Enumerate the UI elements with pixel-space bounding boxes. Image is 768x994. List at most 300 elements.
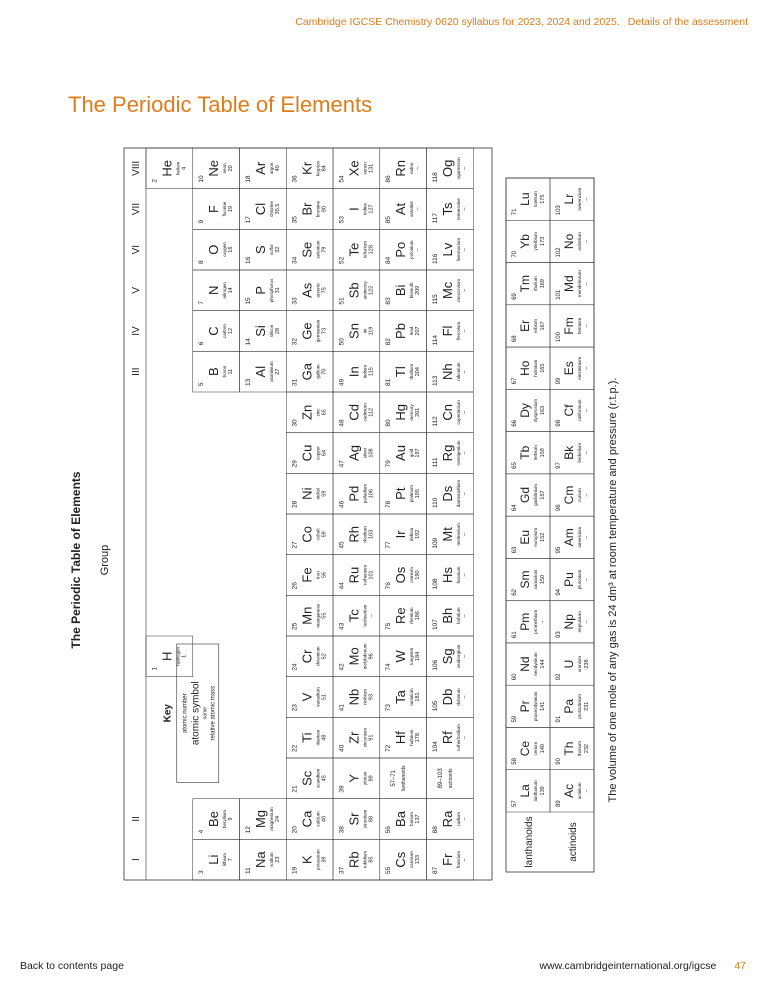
atomic-symbol: Ru [346, 566, 362, 584]
element-rf [427, 717, 474, 758]
atomic-number: 115 [431, 294, 439, 305]
atomic-mass: 93 [368, 693, 375, 701]
cell-text [151, 646, 187, 670]
atomic-symbol: Ac [562, 783, 576, 798]
atomic-number: 91 [556, 715, 562, 723]
atomic-mass: 64 [321, 449, 328, 457]
cell-text [556, 486, 590, 511]
atomic-number: 75 [385, 622, 393, 630]
cell-text [512, 652, 546, 680]
cell-text [338, 445, 374, 467]
atomic-symbol: Pd [346, 485, 362, 502]
atomic-symbol: Cr [299, 649, 315, 664]
atomic-number: 104 [431, 741, 439, 752]
atomic-number: 31 [291, 378, 299, 386]
key-name: name [202, 706, 209, 720]
cell-text [432, 523, 468, 549]
atomic-symbol: I [346, 207, 362, 211]
atomic-number: 6 [198, 341, 206, 346]
atomic-mass: 70 [321, 368, 328, 375]
cell-text [432, 322, 468, 346]
cell-text [432, 688, 468, 711]
element-name: sulfur [268, 244, 274, 256]
cell-text [198, 242, 234, 264]
atomic-mass: 59 [321, 490, 328, 497]
cell-text [512, 569, 546, 595]
element-name: barium [409, 812, 415, 826]
element-ds [427, 473, 474, 514]
cell-text [385, 527, 421, 548]
atomic-number: 84 [385, 256, 393, 264]
footnote: The volume of one mole of any gas is 24 dm³ at room temperature and pressure (r.t.p.). [607, 377, 619, 803]
atomic-symbol: Bk [562, 445, 576, 460]
atomic-mass: 169 [540, 279, 546, 289]
key-title: Key [162, 704, 174, 723]
cell-text [432, 644, 468, 670]
atomic-mass: 195 [415, 489, 422, 499]
atomic-number: 112 [431, 416, 439, 427]
atomic-mass: 59 [321, 531, 328, 538]
element-name: rubidium [362, 851, 368, 869]
atomic-mass: 115 [368, 367, 375, 377]
atomic-mass: 137 [415, 814, 422, 824]
atomic-mass: – [461, 817, 468, 821]
element-mo [333, 636, 380, 677]
atomic-number: 50 [338, 338, 346, 346]
atomic-mass: 186 [415, 611, 422, 621]
cell-text [245, 851, 281, 874]
cell-text [245, 244, 281, 264]
atomic-number: 107 [431, 619, 439, 630]
cell-text [292, 362, 328, 386]
cell-text [556, 399, 590, 426]
cell-text [556, 232, 590, 258]
atomic-mass: 139 [540, 786, 546, 796]
atomic-number: 83 [385, 297, 393, 305]
element-name: copper [315, 446, 321, 460]
atomic-mass: – [584, 366, 590, 370]
element-name: terbium [533, 445, 538, 461]
atomic-number: 49 [338, 378, 346, 386]
atomic-number: 57 [512, 800, 518, 807]
cell-text [512, 691, 546, 722]
cell-text [338, 403, 374, 427]
atomic-symbol: Nb [346, 688, 362, 706]
cell-text [198, 282, 234, 305]
element-name: tennessine [455, 198, 461, 220]
element-name: zinc [315, 408, 321, 417]
element-name: chlorine [268, 201, 274, 217]
atomic-symbol: Sg [439, 648, 455, 665]
atomic-mass: 40 [321, 815, 328, 823]
atomic-mass: 85 [368, 856, 375, 863]
element-p [240, 270, 287, 311]
element-name: cadmium [362, 403, 368, 422]
atomic-number: 43 [338, 622, 346, 630]
element-name: samarium [533, 569, 538, 590]
atomic-symbol: Rh [346, 526, 362, 543]
element-name: berkelium [577, 442, 582, 463]
actinoids-u [550, 643, 594, 685]
element-cu [286, 433, 333, 474]
atomic-number: 28 [291, 500, 299, 508]
atomic-number: 44 [338, 582, 346, 590]
cell-text [385, 810, 421, 833]
footer-url[interactable]: www.cambridgeinternational.org/igcse [539, 960, 717, 972]
atomic-number: 59 [512, 715, 518, 723]
cell-text [512, 528, 546, 554]
atomic-number: 55 [385, 866, 393, 874]
element-ta [380, 677, 427, 718]
atomic-mass: 150 [540, 574, 546, 585]
cell-text [432, 566, 468, 589]
cell-text [292, 487, 328, 508]
cell-text [338, 160, 374, 182]
atomic-mass: 163 [540, 405, 546, 416]
atomic-number: 54 [338, 175, 346, 183]
atomic-number: 74 [385, 663, 393, 671]
atomic-symbol: Am [562, 528, 576, 547]
atomic-symbol: Zn [299, 404, 315, 420]
atomic-symbol: Ge [299, 322, 315, 340]
atomic-symbol: Mo [346, 647, 362, 666]
group-label: Group [99, 544, 111, 576]
atomic-mass: – [584, 408, 590, 412]
atomic-mass: 175 [540, 194, 546, 204]
atomic-symbol: Sm [518, 570, 532, 589]
atomic-mass: 106 [368, 489, 375, 499]
element-name: nickel [315, 487, 321, 500]
cell-text [556, 741, 590, 765]
atomic-symbol: Mg [252, 809, 268, 829]
element-ar [240, 148, 287, 189]
element-k [286, 839, 333, 880]
cell-text [432, 279, 468, 305]
atomic-symbol: Er [518, 319, 532, 332]
atomic-number: 71 [512, 208, 518, 216]
atomic-symbol: Ra [439, 810, 455, 828]
atomic-symbol: Tc [346, 609, 362, 623]
element-cs [380, 839, 427, 880]
atomic-symbol: K [299, 855, 315, 865]
atomic-number: 14 [244, 338, 252, 346]
atomic-number: 63 [512, 546, 518, 554]
actinoids-no [550, 220, 594, 262]
element-name: holmium [533, 359, 538, 377]
atomic-symbol: Pu [562, 572, 576, 587]
atomic-number: 20 [291, 826, 299, 834]
element-ba [380, 799, 427, 840]
element-name: nitrogen [222, 282, 228, 299]
element-name: rhenium [409, 607, 415, 624]
atomic-number: 116 [431, 253, 439, 264]
element-ge [286, 311, 333, 352]
cell-text [556, 357, 590, 385]
atomic-mass: 1 [181, 654, 188, 658]
atomic-symbol: In [346, 366, 362, 378]
atomic-mass: – [461, 451, 468, 455]
atomic-number: 24 [291, 663, 299, 671]
atomic-mass: – [584, 239, 590, 243]
atomic-number: 89 [556, 800, 562, 807]
cell-text [512, 741, 546, 765]
atomic-number: 4 [198, 829, 206, 834]
atomic-mass: – [584, 451, 590, 455]
cell-text [245, 324, 281, 345]
atomic-symbol: Ba [393, 811, 409, 827]
atomic-mass: 16 [228, 246, 235, 253]
atomic-symbol: Cd [346, 404, 362, 421]
element-name: actinium [577, 782, 582, 800]
atomic-symbol: Ir [393, 530, 409, 539]
atomic-number: 47 [338, 460, 346, 468]
atomic-number: 66 [512, 419, 518, 427]
element-rh [333, 514, 380, 555]
element-name: francium [455, 851, 461, 869]
atomic-mass: 48 [321, 734, 328, 741]
lanthanoids-er [506, 305, 550, 347]
atomic-symbol: Fr [439, 853, 455, 866]
footer-info [539, 960, 746, 972]
atomic-number: 80 [385, 419, 393, 427]
cell-text [292, 603, 328, 630]
element-name: gadolinium [533, 484, 538, 506]
atomic-mass: 119 [368, 326, 375, 336]
back-to-contents-link[interactable]: Back to contents page [20, 960, 124, 972]
element-pb [380, 311, 427, 352]
group-header-VIII: VIII [131, 160, 142, 176]
element-name: vanadium [315, 687, 321, 707]
atomic-mass: 11 [228, 368, 235, 375]
element-name: americium [577, 526, 582, 548]
placeholder-p6 [380, 758, 427, 799]
element-name: tellurium [362, 241, 368, 259]
atomic-mass: 192 [415, 529, 422, 539]
cell-text [292, 810, 328, 833]
group-header-V: V [131, 286, 142, 294]
element-name: hafnium [409, 729, 415, 746]
element-rg [427, 433, 474, 474]
atomic-symbol: Cm [562, 485, 576, 505]
atomic-number: 111 [431, 457, 439, 468]
cell-text [385, 566, 421, 589]
cell-text [292, 200, 328, 223]
atomic-symbol: Nh [439, 363, 455, 380]
atomic-symbol: Ar [252, 161, 268, 175]
atomic-number: 72 [385, 744, 393, 752]
element-ga [286, 351, 333, 392]
actinoids-fm [550, 305, 594, 347]
cell-text [385, 240, 421, 264]
element-ne [193, 148, 240, 189]
element-name: potassium [315, 849, 321, 870]
cell-text [512, 232, 546, 258]
element-name: arsenic [315, 283, 321, 298]
element-name: lutetium [533, 191, 538, 208]
atomic-mass: 238 [584, 659, 590, 669]
element-name: mercury [409, 404, 415, 421]
atomic-mass: 89 [368, 775, 375, 782]
atomic-mass: – [584, 535, 590, 539]
atomic-number: 37 [338, 866, 346, 874]
series-label-lanthanoids: lanthanoids [524, 816, 535, 868]
cell-text [432, 238, 468, 264]
lanthanoids-la [506, 770, 550, 812]
atomic-number: 32 [291, 338, 299, 346]
element-name: ruthenium [362, 564, 368, 586]
atomic-number: 78 [385, 500, 393, 508]
element-name: silver [362, 447, 368, 459]
atomic-number: 100 [556, 332, 562, 343]
cell-text [385, 403, 421, 426]
element-cd [333, 392, 380, 433]
atomic-symbol: Be [206, 811, 222, 827]
cell-text [338, 323, 374, 345]
element-name: promethium [533, 609, 538, 634]
cell-text [556, 317, 590, 342]
element-ts [427, 189, 474, 230]
element-ru [333, 555, 380, 596]
cell-text [385, 729, 421, 752]
atomic-mass: 209 [415, 285, 422, 295]
placeholder-name: lanthanoids [401, 765, 408, 792]
cell-text [385, 485, 421, 508]
atomic-mass: – [461, 410, 468, 414]
atomic-number: 58 [512, 758, 518, 765]
cell-text [556, 782, 590, 807]
element-name: calcium [315, 811, 321, 827]
element-b [193, 351, 240, 392]
atomic-symbol: Cl [252, 202, 268, 216]
key-atomic-symbol: atomic symbol [190, 681, 202, 746]
atomic-mass: 173 [540, 236, 546, 246]
element-sn [333, 311, 380, 352]
element-mt [427, 514, 474, 555]
cell-text [385, 323, 421, 345]
atomic-number: 27 [291, 541, 299, 549]
element-hf [380, 717, 427, 758]
atomic-number: 106 [431, 659, 439, 671]
cell-text [292, 646, 328, 670]
cell-text [556, 527, 590, 554]
element-name: cerium [533, 741, 538, 756]
atomic-symbol: Md [562, 275, 576, 293]
cell-text [292, 768, 328, 792]
element-name: bromine [315, 200, 321, 218]
element-name: scandium [315, 768, 321, 788]
atomic-number: 8 [198, 260, 206, 264]
atomic-symbol: V [299, 692, 315, 702]
element-v [286, 677, 333, 718]
actinoids-ac [550, 770, 594, 812]
atomic-mass: 84 [321, 165, 328, 172]
atomic-mass: – [540, 620, 546, 624]
atomic-mass: 35.5 [274, 203, 281, 215]
atomic-mass: 28 [274, 327, 281, 335]
atomic-mass: 40 [274, 165, 281, 172]
element-tc [333, 595, 380, 636]
atomic-symbol: O [206, 244, 222, 255]
element-bi [380, 270, 427, 311]
element-rn [380, 148, 427, 189]
element-name: nihonium [455, 362, 461, 381]
cell-text [438, 768, 454, 789]
element-name: carbon [222, 324, 228, 338]
lanthanoids-pr [506, 685, 550, 727]
element-name: thallium [409, 363, 415, 380]
element-name: tungsten [409, 647, 415, 665]
element-name: bohrium [455, 607, 461, 624]
atomic-mass: 9 [228, 817, 235, 821]
element-se [286, 229, 333, 270]
atomic-mass: – [584, 493, 590, 497]
element-he [146, 148, 193, 189]
element-name: iodine [362, 202, 368, 216]
atomic-number: 118 [431, 172, 439, 183]
element-name: zirconium [362, 728, 368, 748]
atomic-number: 69 [512, 293, 518, 300]
element-mg [240, 799, 287, 840]
atomic-symbol: Fl [439, 325, 455, 337]
atomic-symbol: At [393, 202, 409, 216]
atomic-symbol: Pt [393, 487, 409, 500]
element-co [286, 514, 333, 555]
element-name: thulium [533, 276, 538, 291]
element-f [193, 189, 240, 230]
atomic-symbol: Co [299, 526, 315, 543]
key-text [163, 644, 219, 782]
header-left: Cambridge IGCSE Chemistry 0620 syllabus for 2023, 2024 and 2025. [295, 16, 620, 28]
atomic-symbol: Tb [518, 445, 532, 460]
element-name: fermium [577, 317, 582, 335]
atomic-number: 60 [512, 673, 518, 681]
atomic-number: 61 [512, 631, 518, 638]
element-name: copernicium [455, 400, 461, 425]
cell-text [338, 810, 374, 834]
atomic-number: 38 [338, 826, 346, 834]
element-name: osmium [409, 567, 415, 583]
element-name: hydrogen [175, 646, 181, 666]
cell-text [338, 241, 374, 264]
atomic-mass: 197 [415, 448, 422, 458]
atomic-number: 48 [338, 419, 346, 427]
cell-text [556, 443, 590, 469]
cell-text [292, 526, 328, 549]
actinoids-cf [550, 389, 594, 431]
atomic-number: 46 [338, 500, 346, 508]
element-name: rhodium [362, 526, 368, 543]
atomic-number: 108 [431, 578, 439, 590]
atomic-mass: 4 [181, 166, 188, 170]
atomic-mass: 101 [368, 570, 375, 580]
cell-text [245, 807, 281, 833]
actinoids-bk [550, 432, 594, 474]
element-name: manganese [315, 603, 321, 628]
element-name: magnesium [268, 807, 274, 831]
atomic-mass: 27 [274, 368, 281, 375]
atomic-symbol: Lv [439, 242, 455, 257]
cell-text [432, 724, 468, 752]
cell-text [338, 484, 374, 508]
atomic-number: 82 [385, 338, 393, 346]
atomic-symbol: C [206, 326, 222, 336]
atomic-number: 114 [431, 334, 439, 346]
element-name: sodium [268, 852, 274, 867]
actinoids-pu [550, 558, 594, 600]
atomic-mass: – [584, 324, 590, 328]
atomic-mass: – [584, 620, 590, 624]
atomic-mass: 127 [368, 204, 375, 214]
